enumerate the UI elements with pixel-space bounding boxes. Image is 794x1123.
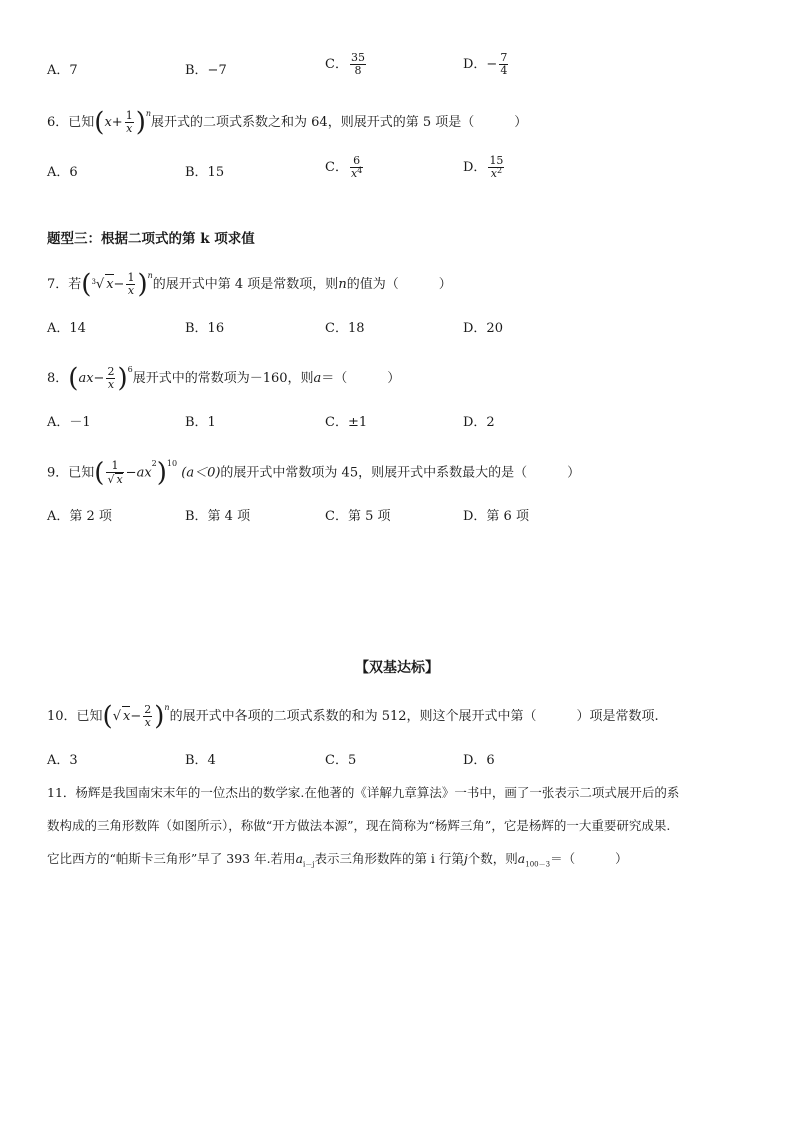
- q7-text: 的展开式中第 4 项是常数项，则: [152, 277, 339, 292]
- q6-c-fraction: [350, 155, 363, 180]
- q6-x: x: [104, 115, 112, 130]
- q10-option-a: A．3: [47, 753, 78, 768]
- q9-text: 的展开式中常数项为 45，则展开式中系数最大的是（: [220, 465, 528, 481]
- q6-c-prefix: C．: [325, 160, 348, 175]
- q11-line-2: 数构成的三角形数阵（如图所示），称做“开方做法本源”，现在简称为“杨辉三角”，它是杨辉的一大重要研究成果.: [47, 818, 671, 833]
- q5-c-prefix: C．: [325, 57, 348, 72]
- q9-ax-exp: 2: [151, 459, 157, 468]
- q5-d-fraction: [499, 52, 508, 77]
- q5-option-c: [325, 52, 368, 77]
- q10-minus: −: [130, 709, 142, 724]
- q8-exponent: 6: [127, 365, 133, 374]
- q6-c-num: 6: [350, 155, 363, 168]
- q7-fraction: [126, 272, 135, 297]
- q9-frac-den: √ x: [107, 473, 123, 486]
- q5-option-d: [463, 52, 510, 77]
- q8-right-paren: ): [117, 363, 128, 394]
- q6-option-c: [325, 155, 365, 180]
- q11-j: j: [463, 851, 468, 866]
- q7-option-d: D．20: [463, 321, 503, 336]
- q5-c-den: 8: [354, 64, 362, 77]
- q7-option-c: C．18: [325, 321, 365, 336]
- q8-fraction: [106, 366, 115, 391]
- q6-d-den-x: x: [490, 167, 497, 180]
- q7-frac-num: 1: [127, 271, 135, 284]
- q11-a-res-sub: 100－3: [525, 860, 551, 869]
- q8-text: 展开式中的常数项为－160，则: [132, 371, 314, 386]
- q9-option-c: C．第 5 项: [325, 509, 391, 524]
- q6-c-den-x: x: [350, 167, 358, 180]
- q8-number: 8．: [47, 371, 69, 386]
- q11-a-res: a: [517, 851, 526, 866]
- q8-option-c: C．±1: [325, 415, 368, 430]
- q6-frac-num: 1: [125, 109, 133, 122]
- q7-left-paren: (: [81, 269, 92, 300]
- q10-number: 10．已知: [47, 709, 103, 724]
- q6-fraction: [125, 110, 134, 135]
- q9-condition: (a＜0): [181, 465, 221, 481]
- q8-a-var: a: [313, 371, 322, 386]
- q7-root-x: x: [105, 274, 113, 295]
- q8-option-b: B．1: [185, 415, 216, 430]
- q10-text: 的展开式中各项的二项式系数的和为 512，则这个展开式中第（: [169, 709, 537, 724]
- q10-left-paren: (: [102, 701, 113, 732]
- q9-number: 9．已知: [47, 465, 95, 481]
- q11-line3d: ＝（: [550, 851, 576, 866]
- q8-close: ）: [387, 371, 401, 386]
- section-3-heading: 题型三：根据二项式的第 k 项求值: [47, 231, 255, 247]
- q11-a-ij: a: [295, 851, 304, 866]
- q9-left-paren: (: [94, 458, 105, 488]
- q9-minus: −: [125, 465, 137, 481]
- q5-option-b: B．−7: [185, 63, 227, 78]
- question-6: [47, 107, 528, 138]
- q11-line-1: 11．杨辉是我国南宋末年的一位杰出的数学家.在他著的《详解九章算法》一书中，画了一张表示二项式展开后的系: [47, 785, 680, 800]
- q10-option-c: C．5: [325, 753, 357, 768]
- q9-option-a: A．第 2 项: [47, 509, 112, 524]
- q6-frac-den: x: [126, 122, 133, 135]
- q11-line3b: 表示三角形数阵的第 i 行第: [314, 851, 464, 866]
- q6-right-paren: ): [135, 107, 146, 138]
- q6-exponent: n: [145, 109, 152, 118]
- q6-d-den-exp: 2: [497, 166, 503, 175]
- q7-frac-den: x: [127, 284, 135, 297]
- q6-number: 6．: [47, 115, 69, 130]
- q6-c-den: [350, 168, 363, 180]
- q6-close: ）: [514, 115, 528, 130]
- q8-option-a: A．－1: [47, 415, 91, 430]
- q9-close: ）: [567, 465, 581, 481]
- q6-option-a: A．6: [47, 165, 78, 180]
- q7-minus: −: [113, 277, 125, 292]
- q7-option-b: B．16: [185, 321, 225, 336]
- q7-text2: 的值为（: [346, 277, 399, 292]
- q6-d-num: 15: [489, 154, 504, 167]
- q10-exponent: n: [164, 703, 170, 712]
- q11-close: ）: [615, 851, 628, 866]
- q5-c-fraction: [350, 52, 366, 77]
- q10-close: ）项是常数项.: [576, 709, 659, 724]
- q9-fraction: [106, 460, 123, 486]
- q8-option-d: D．2: [463, 415, 495, 430]
- q6-option-d: [463, 155, 506, 180]
- q7-close: ）: [438, 277, 452, 292]
- q10-frac-den: x: [144, 716, 151, 729]
- q6-d-den: [488, 168, 504, 180]
- q7-n-var: n: [338, 277, 347, 292]
- q8-minus: −: [93, 371, 105, 386]
- q8-text2: ＝（: [321, 371, 348, 386]
- q10-right-paren: ): [154, 701, 165, 732]
- q9-exponent: 10: [166, 459, 178, 468]
- q6-c-den-exp: 4: [357, 166, 363, 175]
- q9-option-b: B．第 4 项: [185, 509, 251, 524]
- q5-c-num: 35: [350, 51, 365, 64]
- q7-right-paren: ): [137, 269, 148, 300]
- q10-frac-num: 2: [144, 703, 152, 716]
- q7-number: 7．若: [47, 277, 82, 292]
- q6-option-b: B．15: [185, 165, 225, 180]
- q5-d-prefix: D．−: [463, 57, 498, 72]
- q10-root-x: x: [122, 706, 130, 727]
- question-10: [47, 701, 659, 732]
- q11-a-ij-sub: i－j: [303, 860, 315, 869]
- q10-sqrt: √ x: [113, 709, 131, 724]
- q9-frac-num: 1: [106, 460, 123, 473]
- section-title: 【双基达标】: [355, 660, 439, 676]
- q9-ax: ax: [136, 465, 152, 481]
- q6-lead: 已知: [68, 115, 95, 130]
- q6-text: 展开式的二项式系数之和为 64，则展开式的第 5 项是（: [151, 115, 475, 130]
- question-9: [47, 460, 580, 486]
- q11-line-3: [47, 849, 628, 875]
- q6-d-prefix: D．: [463, 160, 487, 175]
- q10-option-d: D．6: [463, 753, 495, 768]
- q5-option-a: A．7: [47, 63, 78, 78]
- q10-option-b: B．4: [185, 753, 216, 768]
- q8-frac-num: 2: [107, 365, 115, 378]
- q7-option-a: A．14: [47, 321, 86, 336]
- q9-root-x: x: [116, 473, 123, 486]
- q6-left-paren: (: [94, 107, 105, 138]
- q6-plus: +: [111, 115, 123, 130]
- q5-d-num: 7: [500, 51, 508, 64]
- question-7: [47, 269, 452, 300]
- q10-fraction: [143, 704, 152, 729]
- q9-right-paren: ): [156, 458, 167, 488]
- q7-cuberoot: $^3$√ x: [91, 277, 113, 292]
- q11-line3a: 它比西方的“帕斯卡三角形”早了 393 年.若用: [47, 851, 296, 866]
- q6-d-fraction: [488, 155, 504, 180]
- q8-ax: ax: [78, 371, 94, 386]
- q11-line3c: 个数，则: [467, 851, 518, 866]
- q9-option-d: D．第 6 项: [463, 509, 529, 524]
- q8-left-paren: (: [68, 363, 79, 394]
- question-8: [47, 363, 401, 394]
- q8-frac-den: x: [107, 378, 115, 391]
- q7-exponent: n: [147, 271, 153, 280]
- q5-d-den: 4: [500, 64, 508, 77]
